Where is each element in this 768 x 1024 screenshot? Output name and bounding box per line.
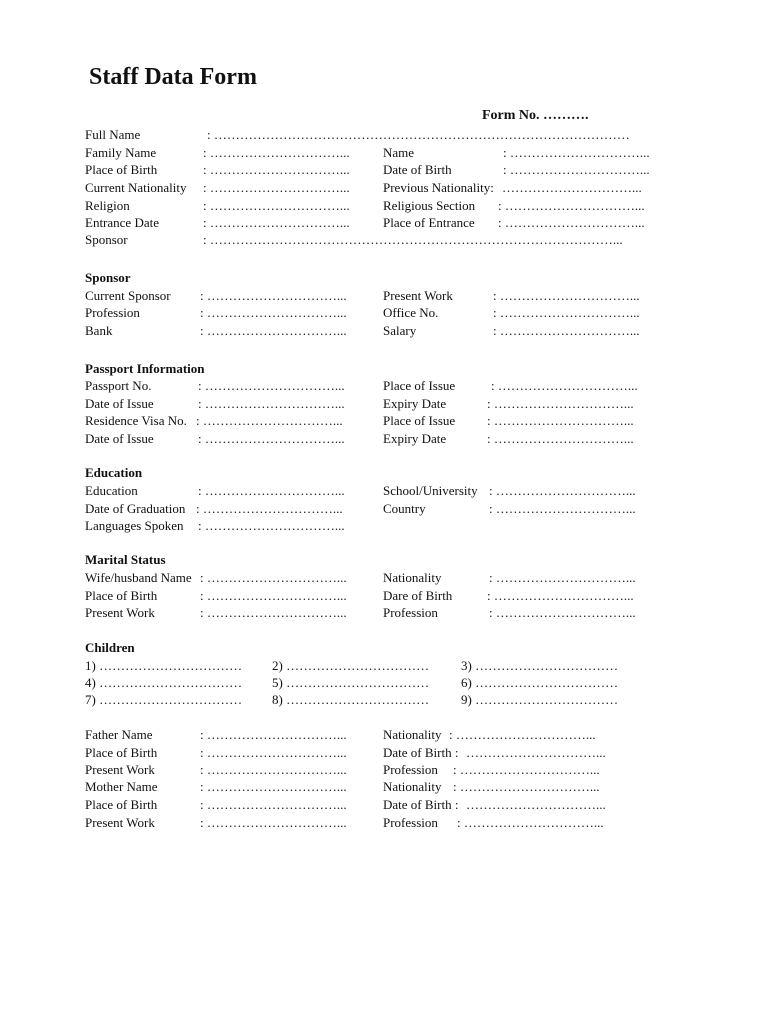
visa-place-of-issue-field[interactable]: : …………………………...	[487, 413, 634, 428]
entrance-date-field[interactable]: : …………………………...	[203, 215, 350, 230]
school-university-label: School/University	[383, 483, 478, 498]
full-name-field[interactable]: : ……………………………………………………………………………………	[207, 127, 630, 142]
date-of-birth-field[interactable]: : …………………………...	[503, 162, 650, 177]
expiry-date-label: Expiry Date	[383, 396, 447, 411]
father-date-of-birth-label: Date of Birth :	[383, 745, 459, 760]
education-label: Education	[85, 483, 138, 498]
passport-no-field[interactable]: : …………………………...	[198, 378, 345, 393]
spouse-place-of-birth-field[interactable]: : …………………………...	[200, 588, 347, 603]
languages-spoken-field[interactable]: : …………………………...	[198, 518, 345, 533]
sponsor-heading: Sponsor	[85, 270, 131, 285]
family-name-field[interactable]: : …………………………...	[203, 145, 350, 160]
visa-place-of-issue-label: Place of Issue	[383, 413, 456, 428]
current-sponsor-label: Current Sponsor	[85, 288, 171, 303]
father-nationality-label: Nationality	[383, 727, 442, 742]
child-field-5[interactable]: 5) ……………………………	[272, 675, 430, 690]
father-place-of-birth-field[interactable]: : …………………………...	[200, 745, 347, 760]
family-name-label: Family Name	[85, 145, 157, 160]
children-heading: Children	[85, 640, 135, 655]
office-no-field[interactable]: : …………………………...	[493, 305, 640, 320]
visa-date-of-issue-label: Date of Issue	[85, 431, 154, 446]
place-of-issue-label: Place of Issue	[383, 378, 456, 393]
previous-nationality-label: Previous Nationality:	[383, 180, 494, 195]
education-field[interactable]: : …………………………...	[198, 483, 345, 498]
father-profession-field[interactable]: : …………………………...	[453, 762, 600, 777]
father-place-of-birth-label: Place of Birth	[85, 745, 158, 760]
profession-label: Profession	[85, 305, 140, 320]
expiry-date-field[interactable]: : …………………………...	[487, 396, 634, 411]
child-field-3[interactable]: 3) ……………………………	[461, 658, 619, 673]
previous-nationality-field[interactable]: …………………………...	[502, 180, 642, 195]
place-of-entrance-field[interactable]: : …………………………...	[498, 215, 645, 230]
father-name-label: Father Name	[85, 727, 153, 742]
date-of-birth-label: Date of Birth	[383, 162, 452, 177]
child-field-2[interactable]: 2) ……………………………	[272, 658, 430, 673]
current-sponsor-field[interactable]: : …………………………...	[200, 288, 347, 303]
bank-label: Bank	[85, 323, 113, 338]
spouse-name-field[interactable]: : …………………………...	[200, 570, 347, 585]
father-name-field[interactable]: : …………………………...	[200, 727, 347, 742]
spouse-name-label: Wife/husband Name	[85, 570, 192, 585]
mother-place-of-birth-label: Place of Birth	[85, 797, 158, 812]
spouse-nationality-field[interactable]: : …………………………...	[489, 570, 636, 585]
present-work-field[interactable]: : …………………………...	[493, 288, 640, 303]
place-of-birth-label: Place of Birth	[85, 162, 158, 177]
office-no-label: Office No.	[383, 305, 439, 320]
religion-label: Religion	[85, 198, 130, 213]
spouse-present-work-field[interactable]: : …………………………...	[200, 605, 347, 620]
mother-profession-label: Profession	[383, 815, 438, 830]
sponsor-label: Sponsor	[85, 232, 128, 247]
residence-visa-no-field[interactable]: : …………………………...	[196, 413, 343, 428]
sponsor-field[interactable]: : …………………………………………………………………………………...	[203, 232, 623, 247]
present-work-label: Present Work	[383, 288, 453, 303]
child-field-4[interactable]: 4) ……………………………	[85, 675, 243, 690]
father-present-work-field[interactable]: : …………………………...	[200, 762, 347, 777]
date-of-issue-label: Date of Issue	[85, 396, 154, 411]
spouse-present-work-label: Present Work	[85, 605, 155, 620]
profession-field[interactable]: : …………………………...	[200, 305, 347, 320]
mother-date-of-birth-label: Date of Birth :	[383, 797, 459, 812]
place-of-entrance-label: Place of Entrance	[383, 215, 475, 230]
languages-spoken-label: Languages Spoken	[85, 518, 184, 533]
date-of-issue-field[interactable]: : …………………………...	[198, 396, 345, 411]
passport-no-label: Passport No.	[85, 378, 152, 393]
child-field-6[interactable]: 6) ……………………………	[461, 675, 619, 690]
full-name-label: Full Name	[85, 127, 141, 142]
child-field-8[interactable]: 8) ……………………………	[272, 692, 430, 707]
mother-present-work-field[interactable]: : …………………………...	[200, 815, 347, 830]
child-field-9[interactable]: 9) ……………………………	[461, 692, 619, 707]
mother-name-label: Mother Name	[85, 779, 158, 794]
school-university-field[interactable]: : …………………………...	[489, 483, 636, 498]
place-of-issue-field[interactable]: : …………………………...	[491, 378, 638, 393]
bank-field[interactable]: : …………………………...	[200, 323, 347, 338]
page-title: Staff Data Form	[89, 64, 257, 90]
marital-status-heading: Marital Status	[85, 552, 166, 567]
father-profession-label: Profession	[383, 762, 438, 777]
visa-date-of-issue-field[interactable]: : …………………………...	[198, 431, 345, 446]
father-nationality-field[interactable]: : …………………………...	[449, 727, 596, 742]
residence-visa-no-label: Residence Visa No.	[85, 413, 187, 428]
spouse-profession-label: Profession	[383, 605, 438, 620]
country-label: Country	[383, 501, 426, 516]
mother-profession-field[interactable]: : …………………………...	[457, 815, 604, 830]
place-of-birth-field[interactable]: : …………………………...	[203, 162, 350, 177]
religion-field[interactable]: : …………………………...	[203, 198, 350, 213]
mother-present-work-label: Present Work	[85, 815, 155, 830]
entrance-date-label: Entrance Date	[85, 215, 159, 230]
date-of-graduation-field[interactable]: : …………………………...	[196, 501, 343, 516]
visa-expiry-date-field[interactable]: : …………………………...	[487, 431, 634, 446]
spouse-date-of-birth-field[interactable]: : …………………………...	[487, 588, 634, 603]
spouse-place-of-birth-label: Place of Birth	[85, 588, 158, 603]
mother-nationality-label: Nationality	[383, 779, 442, 794]
father-date-of-birth-field[interactable]: …………………………...	[466, 745, 606, 760]
education-heading: Education	[85, 465, 143, 480]
spouse-profession-field[interactable]: : …………………………...	[489, 605, 636, 620]
religious-section-field[interactable]: : …………………………...	[498, 198, 645, 213]
current-nationality-field[interactable]: : …………………………...	[203, 180, 350, 195]
spouse-nationality-label: Nationality	[383, 570, 442, 585]
father-present-work-label: Present Work	[85, 762, 155, 777]
mother-place-of-birth-field[interactable]: : …………………………...	[200, 797, 347, 812]
visa-expiry-date-label: Expiry Date	[383, 431, 447, 446]
date-of-graduation-label: Date of Graduation	[85, 501, 186, 516]
name-field[interactable]: : …………………………...	[503, 145, 650, 160]
mother-date-of-birth-field[interactable]: …………………………...	[466, 797, 606, 812]
form-number: Form No. ……….	[482, 108, 589, 123]
salary-field[interactable]: : …………………………...	[493, 323, 640, 338]
name-label: Name	[383, 145, 415, 160]
passport-heading: Passport Information	[85, 361, 205, 376]
spouse-date-of-birth-label: Dare of Birth	[383, 588, 453, 603]
salary-label: Salary	[383, 323, 417, 338]
mother-name-field[interactable]: : …………………………...	[200, 779, 347, 794]
current-nationality-label: Current Nationality	[85, 180, 187, 195]
country-field[interactable]: : …………………………...	[489, 501, 636, 516]
mother-nationality-field[interactable]: : …………………………...	[453, 779, 600, 794]
child-field-7[interactable]: 7) ……………………………	[85, 692, 243, 707]
child-field-1[interactable]: 1) ……………………………	[85, 658, 243, 673]
religious-section-label: Religious Section	[383, 198, 476, 213]
